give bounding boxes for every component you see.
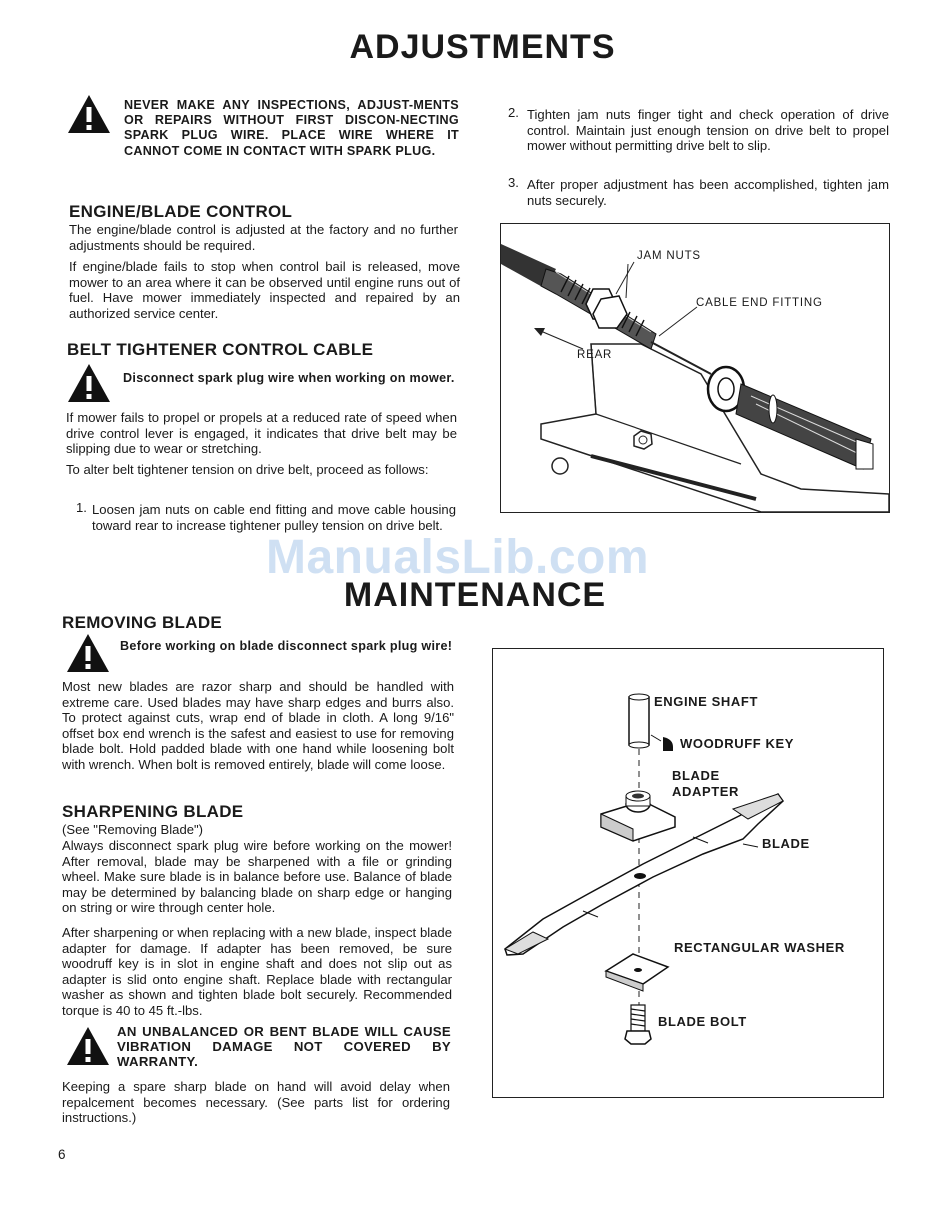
sharpening-blade-heading: SHARPENING BLADE: [62, 802, 244, 821]
sharpening-blade-p3: Keeping a spare sharp blade on hand will avoid delay when repalcement becomes necessary. (See parts list for ordering instructions.): [62, 1079, 450, 1126]
step-number: 1.: [76, 500, 87, 515]
manualslib-watermark: ManualsLib.com: [266, 531, 650, 584]
warning-icon: [66, 633, 110, 673]
label-blade: BLADE: [762, 836, 810, 851]
blade-assembly-figure: [492, 648, 884, 1098]
step-number: 3.: [508, 175, 519, 190]
belt-tightener-heading: BELT TIGHTENER CONTROL CABLE: [67, 340, 374, 359]
label-engine-shaft: ENGINE SHAFT: [654, 694, 758, 709]
label-blade-bolt: BLADE BOLT: [658, 1014, 747, 1029]
label-rectangular-washer: RECTANGULAR WASHER: [674, 940, 845, 955]
sharpening-blade-see: (See "Removing Blade"): [62, 822, 204, 837]
page-title-maintenance: MAINTENANCE: [343, 576, 607, 614]
label-blade-adapter-line2: ADAPTER: [672, 784, 740, 799]
removing-blade-heading: REMOVING BLADE: [62, 613, 223, 632]
sharpening-blade-p1: Always disconnect spark plug wire before working on the mower! After removal, blade may be sharpened with a file or grinding wheel. Make sure blade is in balance before use. Balance of blade may be determined by balancing blade on sharp edge or hanging on string or wire through center hole.: [62, 838, 452, 916]
page-title-adjustments: ADJUSTMENTS: [349, 28, 616, 66]
label-jam-nuts: JAM NUTS: [637, 250, 701, 262]
warning-icon: [66, 1026, 110, 1066]
label-rear: REAR: [577, 349, 613, 361]
label-woodruff-key: WOODRUFF KEY: [680, 736, 795, 751]
sharpening-blade-p2: After sharpening or when replacing with a new blade, inspect blade adapter for damage. If adapter has been removed, be sure woodruff key is in slot in engine shaft and does not slip out as adapter is slid onto engine shaft. Replace blade with rectangular washer as shown and tighten blade bolt securely. Recommended torque is 40 to 45 ft.-lbs.: [62, 925, 452, 1018]
page-number: 6: [58, 1147, 66, 1162]
removing-blade-warning: Before working on blade disconnect spark plug wire!: [120, 639, 453, 653]
engine-blade-p1: The engine/blade control is adjusted at the factory and no further adjustments should be required.: [69, 222, 458, 253]
warning-icon: [67, 94, 111, 134]
belt-warning-text: Disconnect spark plug wire when working on mower.: [123, 371, 455, 385]
unbalanced-blade-warning: AN UNBALANCED OR BENT BLADE WILL CAUSE VIBRATION DAMAGE NOT COVERED BY WARRANTY.: [117, 1024, 451, 1070]
engine-blade-p2: If engine/blade fails to stop when control bail is released, move mower to an area where it can be observed until engine runs out of fuel. Have mower immediately inspected and repaired by an authorized service center.: [69, 259, 460, 321]
step-number: 2.: [508, 105, 519, 120]
step-text: Loosen jam nuts on cable end fitting and move cable housing toward rear to increase tightener pulley tension on drive belt.: [92, 502, 456, 533]
step-text: Tighten jam nuts finger tight and check operation of drive control. Maintain just enough tension on drive belt to propel mower without permitting drive belt to slip.: [527, 107, 889, 154]
belt-p2: To alter belt tightener tension on drive belt, proceed as follows:: [66, 462, 429, 477]
step-text: After proper adjustment has been accomplished, tighten jam nuts securely.: [527, 177, 889, 208]
main-warning-text: NEVER MAKE ANY INSPECTIONS, ADJUST-MENTS OR REPAIRS WITHOUT FIRST DISCON-NECTING SPARK PLUG WIRE. PLACE WIRE WHERE IT CANNOT COME IN CONTACT WITH SPARK PLUG.: [124, 98, 459, 158]
engine-blade-heading: ENGINE/BLADE CONTROL: [69, 202, 293, 221]
belt-p1: If mower fails to propel or propels at a reduced rate of speed when drive control lever is engaged, it indicates that drive belt may be slipping due to wear or stretching.: [66, 410, 457, 457]
label-cable-end-fitting: CABLE END FITTING: [696, 297, 823, 309]
label-blade-adapter-line1: BLADE: [672, 768, 720, 783]
cable-diagram: [501, 224, 889, 512]
cable-adjustment-figure: [500, 223, 890, 513]
warning-icon: [67, 363, 111, 403]
removing-blade-p1: Most new blades are razor sharp and should be handled with extreme care. Used blades may have sharp edges and burrs also. To protect against cuts, wrap end of blade in cloth. A long 9/16" offset box end wrench is the safest and easiest to use for removing blade bolt. Hold padded blade with one hand while loosening bolt with wrench. When bolt is removed entirely, blade will come loose.: [62, 679, 454, 772]
